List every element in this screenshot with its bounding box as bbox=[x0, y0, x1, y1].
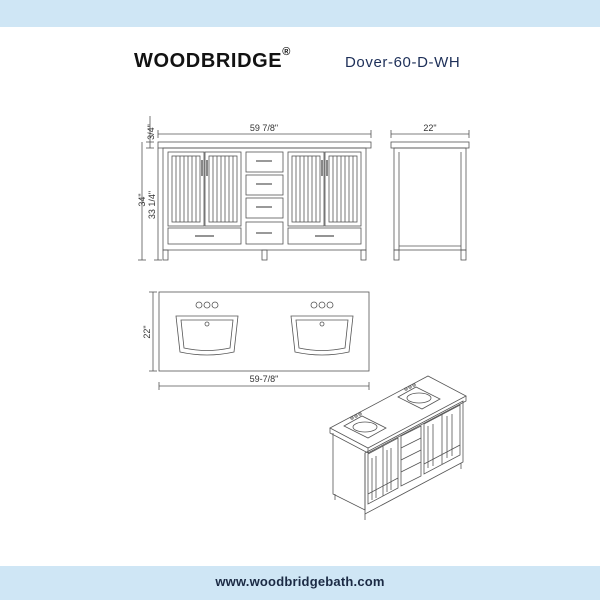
leg-right bbox=[361, 250, 366, 260]
top-view bbox=[142, 292, 369, 390]
top-thickness-label: 3/4" bbox=[146, 124, 156, 140]
left-sink bbox=[176, 302, 238, 355]
side-view bbox=[391, 123, 469, 260]
right-sink bbox=[291, 302, 353, 355]
top-width-label: 59-7/8" bbox=[249, 374, 279, 384]
left-doors bbox=[168, 152, 241, 226]
iso-right-sink bbox=[398, 387, 440, 409]
front-width-label: 59 7/8" bbox=[249, 123, 279, 133]
brand-name: WOODBRIDGE bbox=[134, 50, 283, 72]
side-depth-label: 22" bbox=[423, 123, 437, 133]
iso-left-sink bbox=[344, 416, 386, 438]
leg-left bbox=[163, 250, 168, 260]
leg-center bbox=[262, 250, 267, 260]
front-view bbox=[137, 116, 371, 260]
cabinet-body-front bbox=[163, 148, 366, 250]
countertop-front bbox=[158, 142, 371, 148]
total-height-label: 34" bbox=[137, 193, 147, 207]
countertop-top bbox=[159, 292, 369, 371]
right-doors bbox=[288, 152, 361, 226]
bottom-drawers bbox=[168, 228, 361, 244]
cabinet-height-label: 33 1/4" bbox=[147, 190, 157, 220]
top-depth-label: 22" bbox=[142, 325, 152, 339]
isometric-view bbox=[330, 376, 466, 520]
registered-mark: ® bbox=[282, 46, 291, 59]
model-number: Dover-60-D-WH bbox=[345, 54, 461, 71]
website-url[interactable]: www.woodbridgebath.com bbox=[215, 574, 385, 589]
front-width-dimension bbox=[158, 123, 371, 138]
center-drawers bbox=[246, 152, 283, 244]
